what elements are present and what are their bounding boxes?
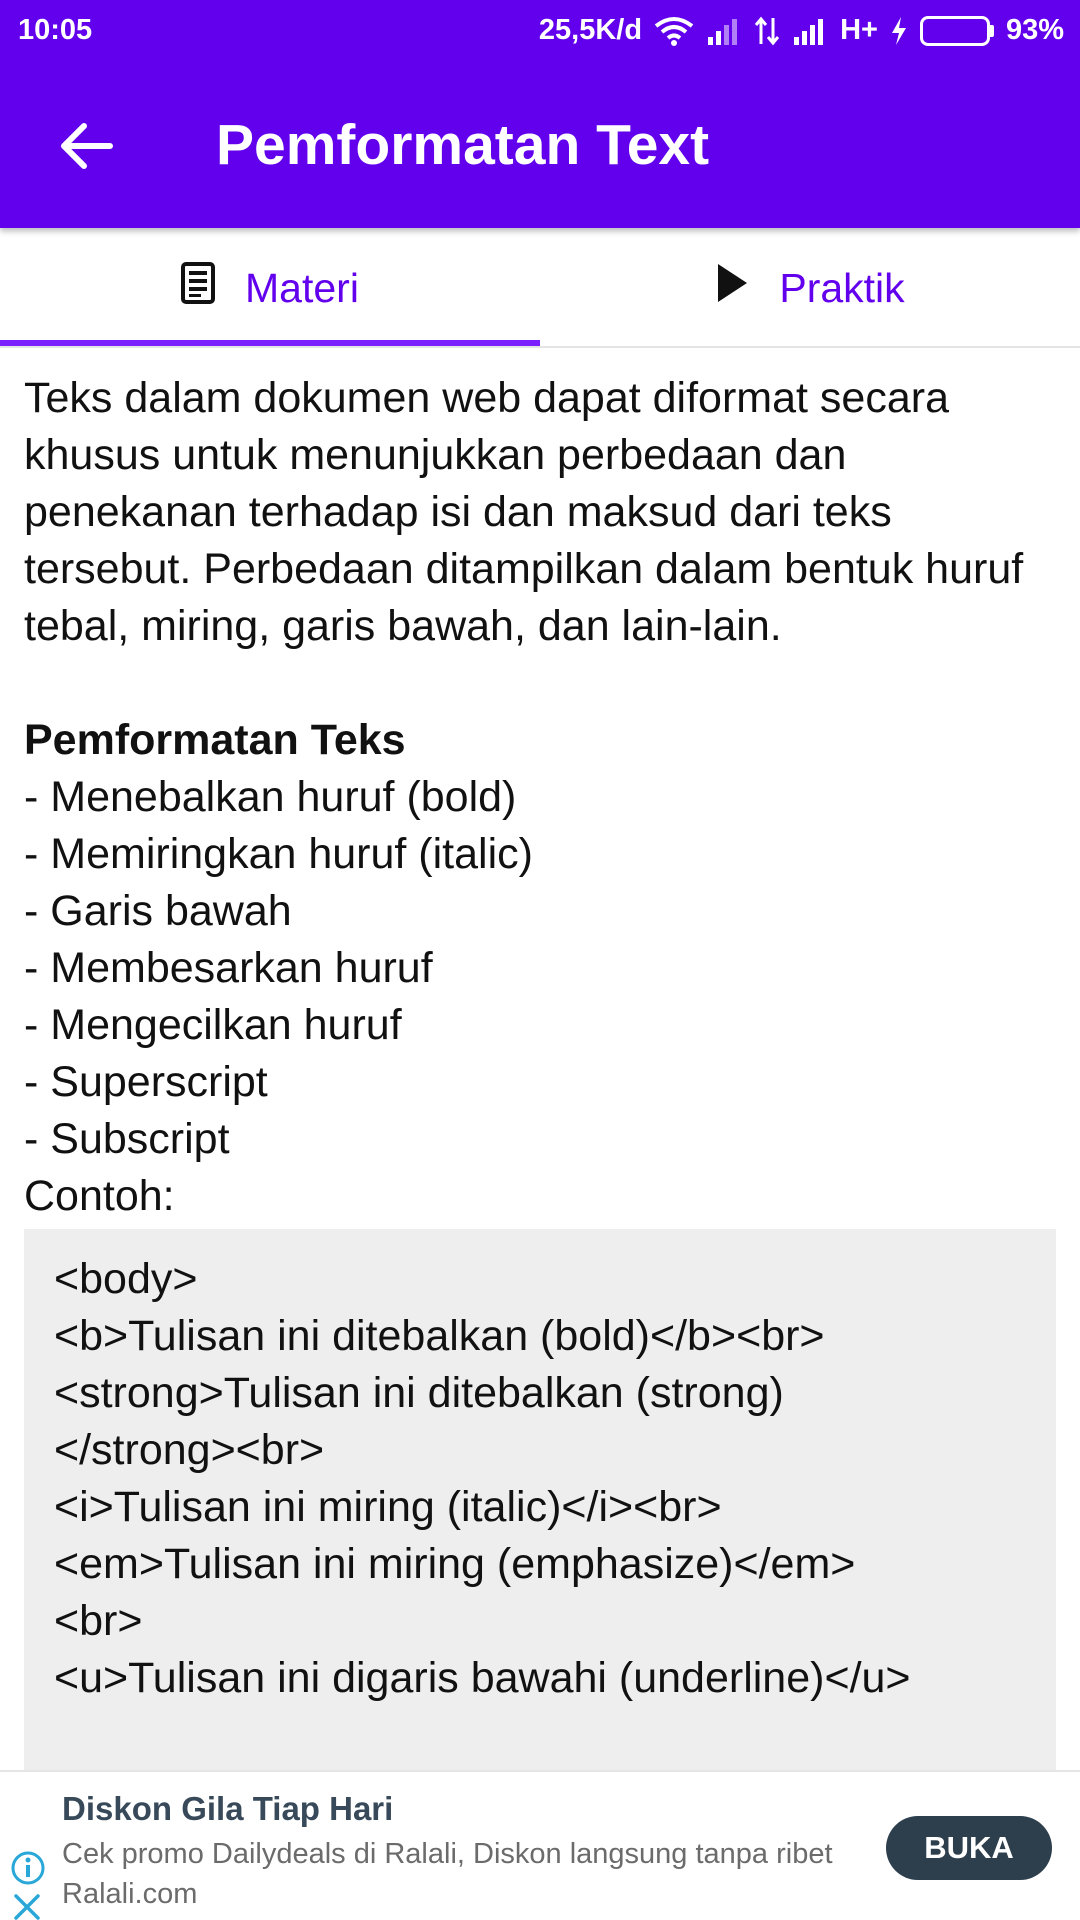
tab-materi[interactable] <box>0 228 540 348</box>
code-example <box>24 1229 1056 1829</box>
tab-praktik[interactable] <box>540 228 1080 348</box>
code-line: <strong>Tulisan ini ditebalkan (strong) <box>54 1369 784 1417</box>
document-icon <box>181 262 215 314</box>
lesson-content <box>24 370 1060 1829</box>
app-bar <box>0 0 1080 228</box>
battery-percent: 93% <box>1005 14 1064 46</box>
ad-close-icon[interactable] <box>12 1892 42 1920</box>
ad-info-icon[interactable] <box>10 1850 46 1886</box>
code-line: <br> <box>54 1597 143 1645</box>
example-label: Contoh: <box>24 1172 175 1220</box>
list-item: - Superscript <box>24 1058 268 1106</box>
list-item: - Memiringkan huruf (italic) <box>24 830 533 878</box>
code-line: </strong><br> <box>54 1426 325 1474</box>
ad-title[interactable]: Diskon Gila Tiap Hari <box>62 1790 394 1827</box>
tab-label: Praktik <box>779 264 905 311</box>
list-item: - Subscript <box>24 1115 230 1163</box>
code-line: <em>Tulisan ini miring (emphasize)</em> <box>54 1540 856 1588</box>
list-item: - Garis bawah <box>24 887 292 935</box>
ad-banner[interactable] <box>0 1770 1080 1920</box>
code-line: <u>Tulisan ini digaris bawahi (underline)</u> <box>54 1654 911 1702</box>
list-item: - Membesarkan huruf <box>24 944 433 992</box>
page-title: Pemformatan Text <box>216 113 710 177</box>
charging-icon <box>890 16 908 46</box>
play-icon <box>715 262 749 314</box>
status-bar <box>0 0 1080 62</box>
status-icons <box>539 14 1064 47</box>
format-list <box>24 769 1060 1168</box>
tab-indicator <box>0 340 540 346</box>
tab-label: Materi <box>245 264 359 311</box>
code-line: <b>Tulisan ini ditebalkan (bold)</b><br> <box>54 1312 825 1360</box>
signal-icon <box>706 17 742 45</box>
network-speed: 25,5K/d <box>538 14 643 46</box>
code-line: <i>Tulisan ini miring (italic)</i><br> <box>54 1483 722 1531</box>
list-item: - Menebalkan huruf (bold) <box>24 773 517 821</box>
intro-paragraph: Teks dalam dokumen web dapat diformat secara khusus untuk menunjukkan perbedaan dan penekanan terhadap isi dan maksud dari teks tersebut. Perbedaan ditampilkan dalam bentuk huruf tebal, miring, garis bawah, dan lain-lain. <box>24 374 1024 650</box>
status-time: 10:05 <box>18 14 93 46</box>
network-type: H+ <box>840 14 878 46</box>
ad-domain: Ralali.com <box>62 1878 198 1910</box>
tab-bar <box>0 228 1080 348</box>
ad-open-button[interactable]: BUKA <box>886 1816 1052 1880</box>
code-line: <body> <box>54 1255 198 1303</box>
list-item: - Mengecilkan huruf <box>24 1001 402 1049</box>
ad-description: Cek promo Dailydeals di Ralali, Diskon langsung tanpa ribet <box>62 1838 833 1870</box>
section-heading: Pemformatan Teks <box>24 716 406 764</box>
signal-icon-2 <box>792 17 828 45</box>
data-transfer-icon <box>754 16 780 46</box>
wifi-icon <box>654 16 694 46</box>
back-arrow-icon[interactable] <box>56 116 116 176</box>
battery-icon <box>920 16 994 46</box>
